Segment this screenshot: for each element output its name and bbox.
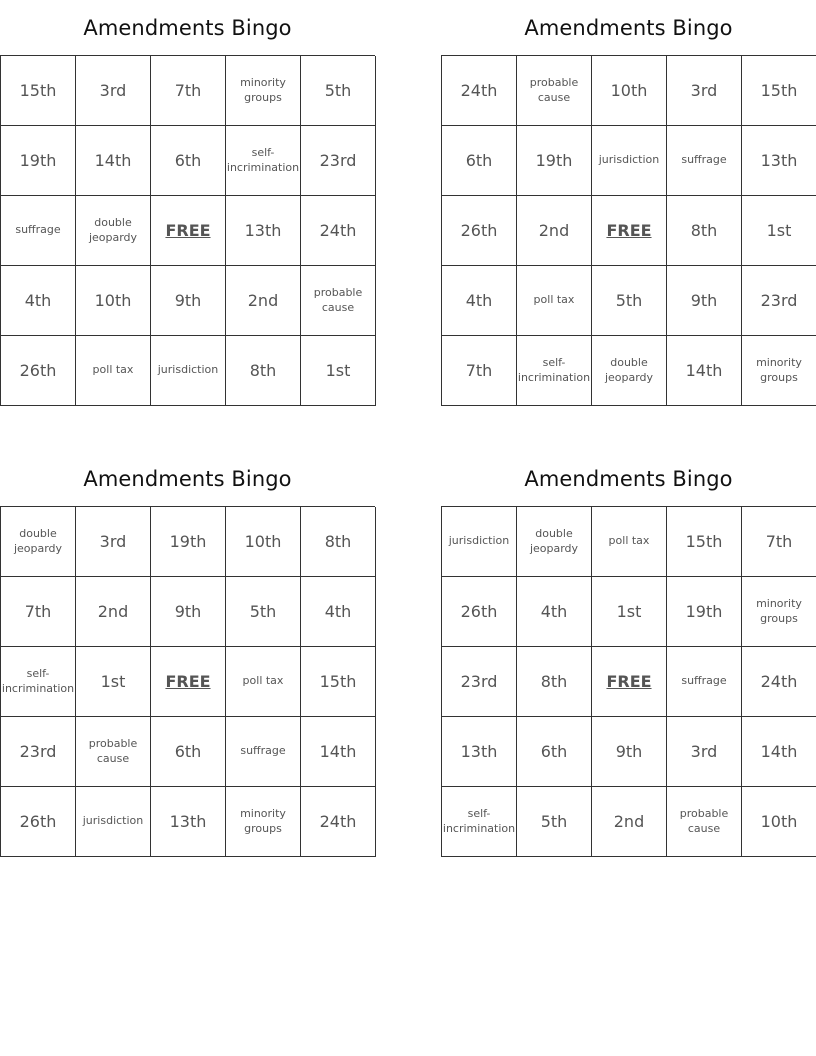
bingo-cell: 8th (301, 507, 376, 577)
bingo-cell: 4th (517, 577, 592, 647)
bingo-cell: 1st (592, 577, 667, 647)
bingo-cell: probable cause (517, 56, 592, 126)
bingo-cell: jurisdiction (592, 126, 667, 196)
bingo-cell: 24th (742, 647, 816, 717)
free-space: FREE (151, 647, 226, 717)
bingo-cell: 14th (301, 717, 376, 787)
bingo-cell: suffrage (667, 126, 742, 196)
free-space: FREE (151, 196, 226, 266)
card-title: Amendments Bingo (83, 15, 292, 40)
bingo-cell: 6th (442, 126, 517, 196)
bingo-cell: jurisdiction (151, 336, 226, 406)
bingo-card-1 (0, 0, 375, 406)
bingo-cell: jurisdiction (442, 507, 517, 577)
bingo-cell: self-incrimination (226, 126, 301, 196)
bingo-cell: 26th (442, 196, 517, 266)
bingo-cell: 19th (517, 126, 592, 196)
bingo-cell: 6th (151, 717, 226, 787)
free-space: FREE (592, 196, 667, 266)
bingo-cell: 1st (301, 336, 376, 406)
bingo-cell: poll tax (592, 507, 667, 577)
bingo-cell: 1st (742, 196, 816, 266)
bingo-cell: 3rd (667, 717, 742, 787)
bingo-cell: self-incrimination (442, 787, 517, 857)
bingo-cell: 14th (667, 336, 742, 406)
bingo-cell: 8th (667, 196, 742, 266)
bingo-cell: 1st (76, 647, 151, 717)
bingo-cell: suffrage (226, 717, 301, 787)
bingo-cell: 26th (1, 336, 76, 406)
card-title: Amendments Bingo (524, 466, 733, 491)
bingo-cell: double jeopardy (1, 507, 76, 577)
bingo-cell: poll tax (517, 266, 592, 336)
bingo-cell: 4th (442, 266, 517, 336)
bingo-cell: 2nd (226, 266, 301, 336)
bingo-cell: 3rd (667, 56, 742, 126)
bingo-cell: 24th (301, 787, 376, 857)
bingo-cell: 26th (442, 577, 517, 647)
bingo-cell: double jeopardy (592, 336, 667, 406)
bingo-card-2 (441, 0, 816, 406)
bingo-cell: 5th (301, 56, 376, 126)
bingo-cell: 13th (442, 717, 517, 787)
bingo-cell: minority groups (742, 336, 816, 406)
bingo-cell: 3rd (76, 56, 151, 126)
free-space: FREE (592, 647, 667, 717)
bingo-cell: 14th (742, 717, 816, 787)
bingo-cell: 24th (301, 196, 376, 266)
bingo-cell: 2nd (76, 577, 151, 647)
bingo-grid (441, 506, 816, 857)
bingo-cell: 23rd (301, 126, 376, 196)
bingo-cell: 9th (151, 266, 226, 336)
bingo-cell: 23rd (442, 647, 517, 717)
bingo-card-4 (441, 451, 816, 857)
bingo-cell: double jeopardy (517, 507, 592, 577)
bingo-cell: double jeopardy (76, 196, 151, 266)
bingo-cell: self-incrimination (517, 336, 592, 406)
bingo-cell: 23rd (742, 266, 816, 336)
bingo-cell: probable cause (76, 717, 151, 787)
bingo-cell: 5th (592, 266, 667, 336)
bingo-cell: 4th (301, 577, 376, 647)
bingo-cell: 7th (151, 56, 226, 126)
bingo-cell: 7th (442, 336, 517, 406)
bingo-cell: 6th (517, 717, 592, 787)
bingo-cell: poll tax (76, 336, 151, 406)
bingo-cell: 2nd (517, 196, 592, 266)
bingo-cell: jurisdiction (76, 787, 151, 857)
bingo-cell: 19th (1, 126, 76, 196)
bingo-cell: 26th (1, 787, 76, 857)
card-title: Amendments Bingo (524, 15, 733, 40)
bingo-cell: probable cause (667, 787, 742, 857)
bingo-cell: 24th (442, 56, 517, 126)
bingo-cell: 10th (592, 56, 667, 126)
bingo-cell: 13th (151, 787, 226, 857)
bingo-cell: 9th (592, 717, 667, 787)
bingo-cell: 7th (1, 577, 76, 647)
bingo-cell: 5th (517, 787, 592, 857)
bingo-cell: 7th (742, 507, 816, 577)
bingo-cell: 9th (151, 577, 226, 647)
bingo-cell: minority groups (226, 787, 301, 857)
bingo-cell: 9th (667, 266, 742, 336)
bingo-cell: 10th (226, 507, 301, 577)
bingo-grid (0, 55, 375, 406)
bingo-card-3 (0, 451, 375, 857)
bingo-cell: 10th (742, 787, 816, 857)
bingo-cell: minority groups (226, 56, 301, 126)
bingo-cell: minority groups (742, 577, 816, 647)
bingo-cell: 13th (226, 196, 301, 266)
bingo-cell: 10th (76, 266, 151, 336)
bingo-cell: 14th (76, 126, 151, 196)
bingo-cell: 2nd (592, 787, 667, 857)
bingo-cell: 15th (667, 507, 742, 577)
bingo-cell: 19th (667, 577, 742, 647)
bingo-cell: poll tax (226, 647, 301, 717)
card-title: Amendments Bingo (83, 466, 292, 491)
bingo-cell: probable cause (301, 266, 376, 336)
bingo-cell: 6th (151, 126, 226, 196)
bingo-cell: 23rd (1, 717, 76, 787)
bingo-cell: 8th (226, 336, 301, 406)
bingo-cell: 15th (1, 56, 76, 126)
bingo-cell: suffrage (667, 647, 742, 717)
bingo-cell: suffrage (1, 196, 76, 266)
bingo-grid (441, 55, 816, 406)
bingo-cell: 19th (151, 507, 226, 577)
bingo-cell: self-incrimination (1, 647, 76, 717)
bingo-cell: 13th (742, 126, 816, 196)
bingo-cell: 15th (742, 56, 816, 126)
bingo-cell: 4th (1, 266, 76, 336)
bingo-cell: 5th (226, 577, 301, 647)
bingo-cell: 15th (301, 647, 376, 717)
bingo-cell: 3rd (76, 507, 151, 577)
bingo-grid (0, 506, 375, 857)
bingo-cell: 8th (517, 647, 592, 717)
